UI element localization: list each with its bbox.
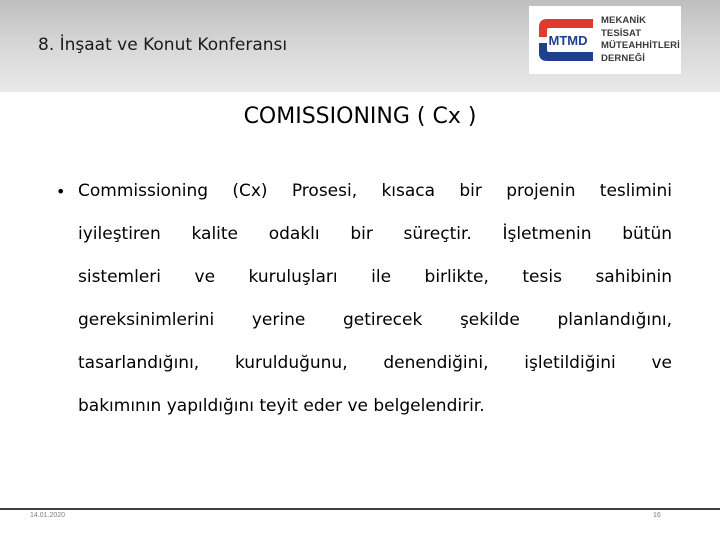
paragraph-line: tasarlandığını, kurulduğunu, denendiğini, işletildiğini ve: [78, 353, 672, 373]
slide-title: COMISSIONING ( Cx ): [243, 104, 477, 129]
bullet-marker: •: [56, 182, 66, 201]
logo-text: [601, 15, 679, 65]
logo-line: MEKANİK: [601, 15, 647, 26]
logo-line: TESİSAT: [601, 27, 642, 39]
page-number: 16: [653, 512, 661, 519]
logo-acronym: MTMD: [548, 33, 588, 48]
bullet-paragraph: [52, 170, 672, 428]
footer-divider: [0, 508, 720, 510]
mtmd-emblem-icon: [535, 15, 597, 65]
logo-line: DERNEĞİ: [601, 52, 645, 64]
paragraph-line: gereksinimlerini yerine getirecek şekilde planlandığını,: [78, 310, 672, 330]
paragraph-line: Commissioning (Cx) Prosesi, kısaca bir projenin teslimini: [78, 181, 672, 201]
logo-line: MÜTEAHHİTLERİ: [601, 40, 680, 51]
mtmd-logo: [529, 6, 681, 74]
header-bar: [0, 0, 720, 92]
footer-date: 14.01.2020: [30, 512, 66, 519]
paragraph-line: bakımının yapıldığını teyit eder ve belgelendirir.: [78, 396, 485, 416]
paragraph-line: sistemleri ve kuruluşları ile birlikte, tesis sahibinin: [78, 267, 672, 287]
paragraph-line: iyileştiren kalite odaklı bir süreçtir. İşletmenin bütün: [78, 224, 672, 244]
conference-title: 8. İnşaat ve Konut Konferansı: [38, 35, 288, 55]
